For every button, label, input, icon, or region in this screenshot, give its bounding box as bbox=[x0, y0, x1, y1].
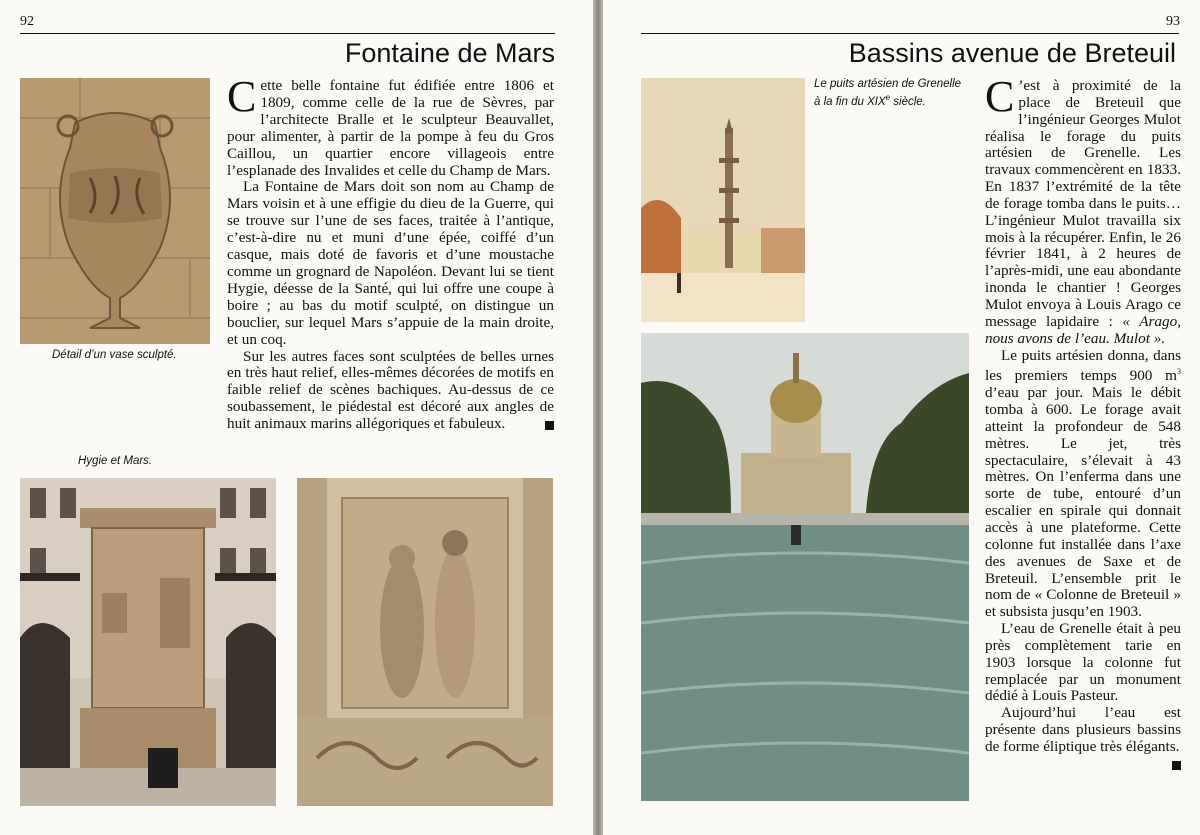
photo-fountain bbox=[20, 478, 276, 806]
page-number: 93 bbox=[1166, 14, 1180, 29]
book-gutter bbox=[593, 0, 603, 835]
photo-puits-painting bbox=[641, 78, 805, 322]
caption-line-2a: à la fin du XIX bbox=[814, 95, 886, 108]
paragraph-2: La Fontaine de Mars doit son nom au Champ de Mars voisin et à une effigie du dieu de la Guerre, qui se trouve sur l’une de ses faces, traitée à l’antique, c’est-à-dire nu et muni d’une épée, coiffé d’un casque, mais doté de favoris et d’une moustache comme un grognard de Napoléon. Devant lui se tient Hygie, déesse de la Santé, qui lui offre une coupe à boire ; au bas du motif sculpté, on distingue un bouclier, sur lequel Mars s’appuie de la main droite, et un coq. bbox=[227, 178, 554, 348]
paragraph-1-quote: « Arago, nous avons de l’eau. Mulot ». bbox=[985, 312, 1182, 347]
drop-cap: C bbox=[985, 72, 1015, 121]
paragraph-2 bbox=[985, 348, 1181, 622]
paragraph-3 bbox=[227, 349, 554, 434]
paragraph-3-text: Sur les autres faces sont sculptées de belles urnes en très haut relief, elles-mêmes décorées de motifs en faible relief de scènes bachiques. Au-dessus de ce soubassement, le piédestal est décoré aux angles de huit animaux marins allégoriques et fabuleux. bbox=[227, 347, 554, 433]
paragraph-2a: Le puits artésien donna, dans les premiers temps 900 m bbox=[985, 346, 1181, 385]
paragraph-4-text: Aujourd’hui l’eau est présente dans plusieurs bassins de forme éliptique très élégants. bbox=[985, 704, 1181, 755]
paragraph-3: L’eau de Grenelle était à peu près complètement tarie en 1903 lorsque la colonne fut remplacée par un monument dédié à Louis Pasteur. bbox=[985, 620, 1181, 705]
end-mark bbox=[545, 421, 554, 430]
header-rule bbox=[641, 33, 1179, 34]
caption-vase: Détail d’un vase sculpté. bbox=[52, 349, 177, 361]
right-page bbox=[603, 0, 1200, 835]
page-title: Fontaine de Mars bbox=[344, 38, 555, 68]
drop-cap: C bbox=[227, 72, 257, 121]
header-rule bbox=[20, 33, 555, 34]
photo-hygie-mars bbox=[297, 478, 553, 806]
paragraph-4 bbox=[985, 705, 1181, 756]
photo-bassin-invalides bbox=[641, 333, 969, 801]
paragraph-1 bbox=[227, 72, 554, 179]
caption-line-1: Le puits artésien de Grenelle bbox=[814, 78, 962, 90]
page-title: Bassins avenue de Breteuil bbox=[848, 38, 1176, 68]
caption-puits bbox=[814, 78, 974, 109]
paragraph-1-text: ’est à proximité de la place de Breteuil que l’ingénieur Georges Mulot réalisa le forage du puits artésien de Grenelle. Les travaux commencèrent en 1833. En 1837 l’extrémité de la tête de forage tomba dans le puits… L’ingénieur Mulot travailla six mois à la récupérer. Enfin, le 26 février 1841, à 2 heures de l’après-midi, une eau abondante inonda le chantier ! Georges Mulot envoya à Louis Arago ce message lapidaire : bbox=[985, 77, 1181, 330]
end-mark bbox=[1172, 761, 1181, 770]
article-text bbox=[227, 72, 554, 433]
caption-line-2b: siècle. bbox=[890, 95, 926, 108]
paragraph-1-text: ette belle fontaine fut édifiée entre 1806 et 1809, comme celle de la rue de Sèvres, par l’architecte Bralle et le sculpteur Beauvallet, pour alimenter, à partir de la pompe à feu du Gros Caillou, un quartier encore villageois entre l’esplanade des Invalides et celle du Champ de Mars. bbox=[227, 77, 554, 179]
photo-sculpted-vase bbox=[20, 78, 210, 344]
paragraph-1 bbox=[985, 72, 1182, 348]
left-page bbox=[0, 0, 593, 835]
page-number: 92 bbox=[20, 14, 34, 29]
caption-hygie: Hygie et Mars. bbox=[78, 455, 153, 467]
caption-sup: e bbox=[885, 93, 891, 102]
paragraph-2-sup: 3 bbox=[1177, 367, 1181, 377]
paragraph-2b: d’eau par jour. Mais le débit tomba à 600. Le forage avait atteint la profondeur de 548 mètres. Le jet, très spectaculaire, s’élevait à 43 mètres. On l’enferma dans une sorte de tube, entouré d’un escalier en spirale qui donnait accès à une plateforme. Cette colonne fut installée dans l’axe des avenues de Saxe et de Breteuil. L’ensemble prit le nom de « Colonne de Breteuil » et subsista jusqu’en 1903. bbox=[985, 384, 1181, 621]
article-text bbox=[985, 72, 1182, 770]
